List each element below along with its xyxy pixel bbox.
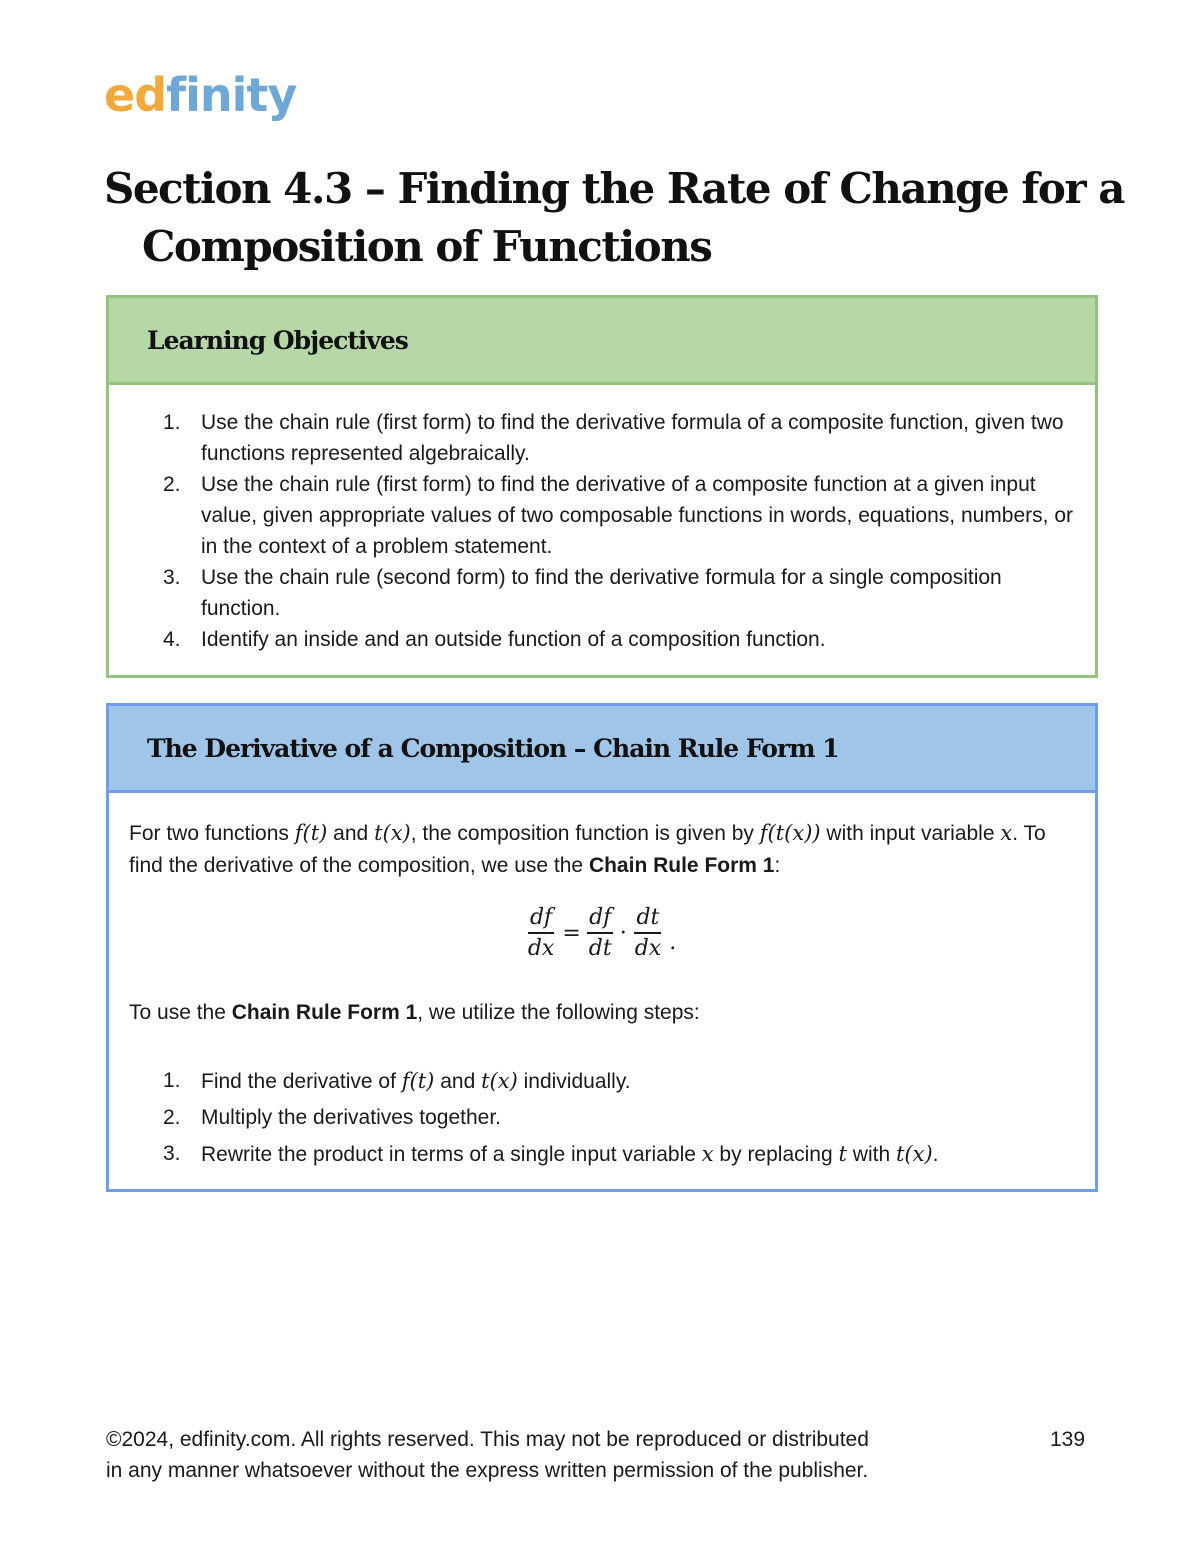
math-composition: f(t(x)) — [759, 821, 821, 845]
math-t-of-x: t(x) — [895, 1142, 933, 1166]
step-text: individually. — [517, 1070, 631, 1093]
intro-text: and — [327, 822, 375, 845]
step-item — [109, 1136, 1069, 1173]
objective-number: 1. — [163, 411, 181, 434]
intro-text: : — [774, 854, 781, 877]
math-f-of-t: f(t) — [294, 821, 328, 845]
step-number: 1. — [163, 1069, 181, 1092]
step-item — [109, 1100, 1069, 1136]
step-text: Rewrite the product in terms of a single input variable — [201, 1143, 702, 1166]
copyright-footer — [106, 1424, 986, 1486]
numerator: dt — [634, 905, 661, 934]
step-number: 2. — [163, 1106, 181, 1129]
objective-number: 3. — [163, 566, 181, 589]
fraction-df-dx — [526, 905, 557, 961]
steps-intro-text: To use the — [129, 1001, 232, 1024]
learning-objectives-heading: Learning Objectives — [109, 298, 1095, 385]
denominator: dx — [527, 936, 555, 961]
math-t-of-x: t(x) — [374, 821, 411, 845]
intro-text: For two functions — [129, 822, 295, 845]
edfinity-logo — [104, 68, 297, 122]
chain-rule-intro — [109, 793, 1095, 882]
intro-text: . To find the derivative of the composition, we use the — [129, 822, 1046, 877]
formula-period: . — [669, 930, 677, 955]
denominator: dx — [634, 936, 662, 961]
objective-item — [109, 407, 1075, 469]
objective-item — [109, 562, 1075, 624]
chain-rule-term: Chain Rule Form 1 — [588, 854, 775, 877]
steps-intro-text: , we utilize the following steps: — [417, 1001, 700, 1024]
logo-part-finity: finity — [166, 68, 297, 122]
objective-text: Use the chain rule (first form) to find the derivative formula of a composite function, given two functions represented algebraically. — [201, 411, 1064, 465]
fraction-df-dt — [587, 905, 614, 961]
step-text: Multiply the derivatives together. — [201, 1106, 501, 1129]
chain-rule-box — [106, 703, 1098, 1192]
section-title: Section 4.3 – Finding the Rate of Change for a Composition of Functions — [104, 164, 1124, 271]
steps-list — [109, 1063, 1069, 1173]
math-f-of-t: f(t) — [401, 1069, 435, 1093]
intro-text: with input variable — [820, 822, 1001, 845]
step-item — [109, 1063, 1069, 1100]
step-text: . — [932, 1143, 939, 1166]
intro-text: , the composition function is given by — [410, 822, 760, 845]
objective-number: 4. — [163, 628, 181, 651]
math-x: x — [701, 1142, 714, 1166]
copyright-line-2: in any manner whatsoever without the express written permission of the publisher. — [106, 1459, 869, 1482]
objective-item — [109, 469, 1075, 562]
math-t-of-x: t(x) — [481, 1069, 518, 1093]
objective-text: Use the chain rule (second form) to find the derivative formula for a single composition function. — [201, 566, 1002, 620]
objective-text: Use the chain rule (first form) to find the derivative of a composite function at a given input value, given appropriate values of two composable functions in words, equations, numbers, or in the context of a problem statement. — [201, 473, 1073, 558]
copyright-line-1: ©2024, edfinity.com. All rights reserved. This may not be reproduced or distributed — [106, 1428, 869, 1451]
step-text: with — [846, 1143, 896, 1166]
objective-item — [109, 624, 1075, 655]
chain-rule-heading: The Derivative of a Composition – Chain Rule Form 1 — [109, 706, 1095, 793]
step-number: 3. — [163, 1142, 181, 1165]
math-x: x — [1000, 821, 1013, 845]
page-number: 139 — [1050, 1428, 1086, 1451]
numerator: df — [528, 905, 554, 934]
objectives-list — [109, 385, 1095, 655]
objective-text: Identify an inside and an outside function of a composition function. — [201, 628, 826, 651]
numerator: df — [587, 905, 613, 934]
learning-objectives-box — [106, 295, 1098, 678]
objective-number: 2. — [163, 473, 181, 496]
chain-rule-formula — [109, 905, 1095, 961]
step-text: and — [434, 1070, 482, 1093]
chain-rule-term: Chain Rule Form 1 — [231, 1001, 418, 1024]
equals-sign: = — [562, 920, 581, 946]
denominator: dt — [588, 936, 612, 961]
steps-intro — [109, 997, 730, 1029]
step-text: by replacing — [713, 1143, 839, 1166]
step-text: Find the derivative of — [201, 1070, 402, 1093]
math-t: t — [838, 1142, 847, 1166]
fraction-dt-dx — [633, 905, 664, 961]
logo-part-ed: ed — [104, 68, 167, 122]
multiply-dot: · — [619, 920, 627, 946]
